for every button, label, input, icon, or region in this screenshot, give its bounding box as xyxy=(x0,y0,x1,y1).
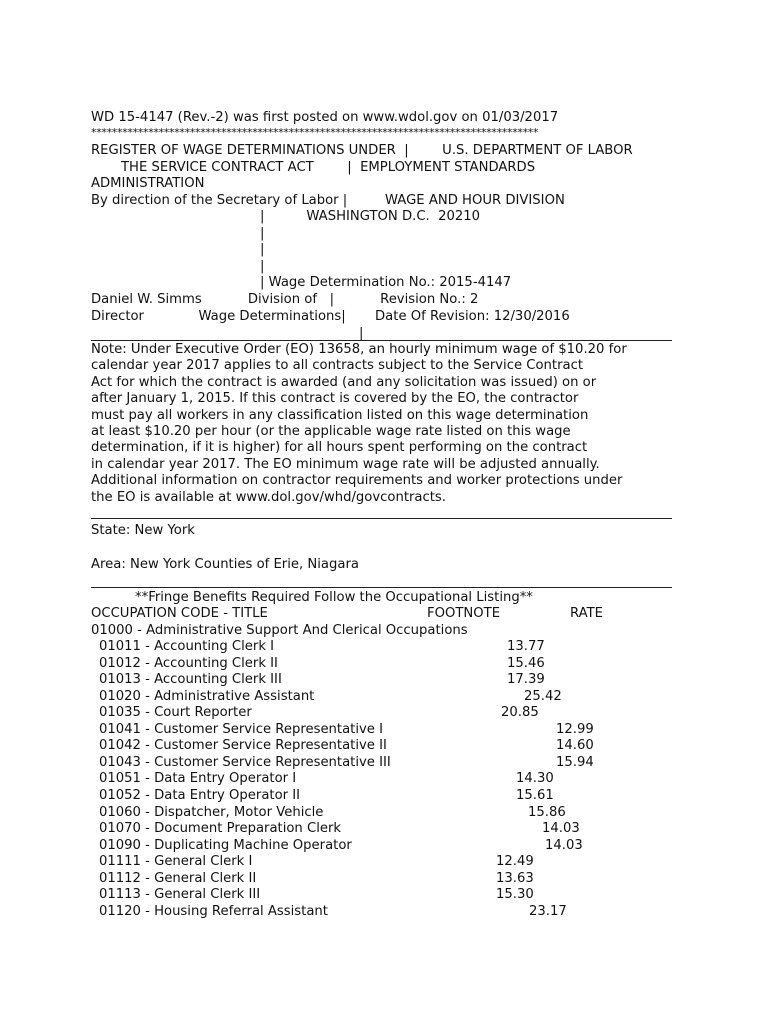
horizontal-rule xyxy=(91,587,672,588)
fringe-heading: **Fringe Benefits Required Follow the Occupational Listing** xyxy=(135,590,533,605)
occupation-title: 01060 - Dispatcher, Motor Vehicle xyxy=(99,804,324,820)
note-line: at least $10.20 per hour (or the applicable wage rate listed on this wage xyxy=(91,424,571,439)
note-line: in calendar year 2017. The EO minimum wage rate will be adjusted annually. xyxy=(91,456,600,472)
occupation-rate: 17.39 xyxy=(507,672,545,688)
occupation-rate: 15.46 xyxy=(507,655,545,671)
occupation-title: 01090 - Duplicating Machine Operator xyxy=(99,837,352,853)
occupation-title: 01043 - Customer Service Representative III xyxy=(99,754,391,770)
occupation-rate: 14.03 xyxy=(545,837,583,853)
pipe-line: | xyxy=(260,226,265,241)
simms-line: Daniel W. Simms Division of | Revision No.: 2 xyxy=(91,292,479,307)
occupation-title: 01113 - General Clerk III xyxy=(99,887,261,903)
occupation-rate: 12.49 xyxy=(496,854,534,870)
occupation-title: 01111 - General Clerk I xyxy=(99,854,253,870)
occupation-title: 01070 - Document Preparation Clerk xyxy=(99,821,342,837)
pipe-line: | xyxy=(260,259,265,274)
occupation-rate: 15.30 xyxy=(496,887,534,903)
occupation-rate: 15.61 xyxy=(516,787,554,803)
pipe-line: | xyxy=(359,326,364,341)
pipe-line: | xyxy=(260,242,265,257)
wage-determination-number: | Wage Determination No.: 2015-4147 xyxy=(260,275,512,290)
occupation-rate: 13.77 xyxy=(507,639,545,654)
occupation-group-title: 01000 - Administrative Support And Clerical Occupations xyxy=(91,623,468,638)
area-line: Area: New York Counties of Erie, Niagara xyxy=(91,557,359,572)
state-line: State: New York xyxy=(91,523,195,538)
note-line: Act for which the contract is awarded (and any solicitation was issued) on or xyxy=(91,374,597,390)
occupation-title: 01013 - Accounting Clerk III xyxy=(99,672,282,688)
note-line: Note: Under Executive Order (EO) 13658, an hourly minimum wage of $10.20 for xyxy=(91,342,627,357)
note-line: calendar year 2017 applies to all contracts subject to the Service Contract xyxy=(91,358,584,374)
horizontal-rule xyxy=(91,340,672,341)
occupation-rate: 25.42 xyxy=(524,688,562,704)
column-header-footnote: FOOTNOTE xyxy=(427,606,501,621)
occupation-title: 01011 - Accounting Clerk I xyxy=(99,639,275,654)
note-line: determination, if it is higher) for all hours spent performing on the contract xyxy=(91,440,588,456)
act-line: THE SERVICE CONTRACT ACT | EMPLOYMENT STANDARDS xyxy=(121,160,536,175)
stars-separator: ************************************************************************************** xyxy=(91,126,539,139)
occupation-title: 01020 - Administrative Assistant xyxy=(99,688,315,704)
occupation-title: 01012 - Accounting Clerk II xyxy=(99,655,278,671)
occupation-rate: 12.99 xyxy=(556,721,594,737)
occupation-rate: 15.94 xyxy=(556,754,594,770)
occupation-rate: 23.17 xyxy=(529,903,567,919)
occupation-rate: 14.03 xyxy=(542,821,580,837)
occupation-rate: 20.85 xyxy=(501,705,539,721)
occupation-title: 01042 - Customer Service Representative II xyxy=(99,738,387,754)
occupation-title: 01035 - Court Reporter xyxy=(99,705,252,721)
occupation-title: 01052 - Data Entry Operator II xyxy=(99,787,301,803)
direction-line: By direction of the Secretary of Labor | WAGE AND HOUR DIVISION xyxy=(91,193,565,208)
occupation-title: 01041 - Customer Service Representative I xyxy=(99,721,384,737)
administration-line: ADMINISTRATION xyxy=(91,176,205,191)
occupation-rate: 14.30 xyxy=(516,771,554,787)
column-header-rate: RATE xyxy=(570,606,604,621)
posted-line: WD 15-4147 (Rev.-2) was first posted on www.wdol.gov on 01/03/2017 xyxy=(91,110,559,125)
note-line: the EO is available at www.dol.gov/whd/govcontracts. xyxy=(91,489,446,505)
note-line: Additional information on contractor requirements and worker protections under xyxy=(91,473,623,489)
director-line: Director Wage Determinations| Date Of Revision: 12/30/2016 xyxy=(91,309,570,324)
washington-line: | WASHINGTON D.C. 20210 xyxy=(260,209,481,224)
occupation-rate: 13.63 xyxy=(496,870,534,886)
occupation-rate: 15.86 xyxy=(528,804,566,820)
occupation-title: 01112 - General Clerk II xyxy=(99,870,257,886)
column-header-occupation: OCCUPATION CODE - TITLE xyxy=(91,606,268,621)
note-line: after January 1, 2015. If this contract is covered by the EO, the contractor xyxy=(91,391,579,407)
horizontal-rule xyxy=(91,518,672,519)
occupation-title: 01120 - Housing Referral Assistant xyxy=(99,903,328,919)
occupation-rate: 14.60 xyxy=(556,738,594,754)
occupation-title: 01051 - Data Entry Operator I xyxy=(99,771,297,787)
note-line: must pay all workers in any classification listed on this wage determination xyxy=(91,407,589,423)
register-line: REGISTER OF WAGE DETERMINATIONS UNDER | U.S. DEPARTMENT OF LABOR xyxy=(91,143,633,158)
